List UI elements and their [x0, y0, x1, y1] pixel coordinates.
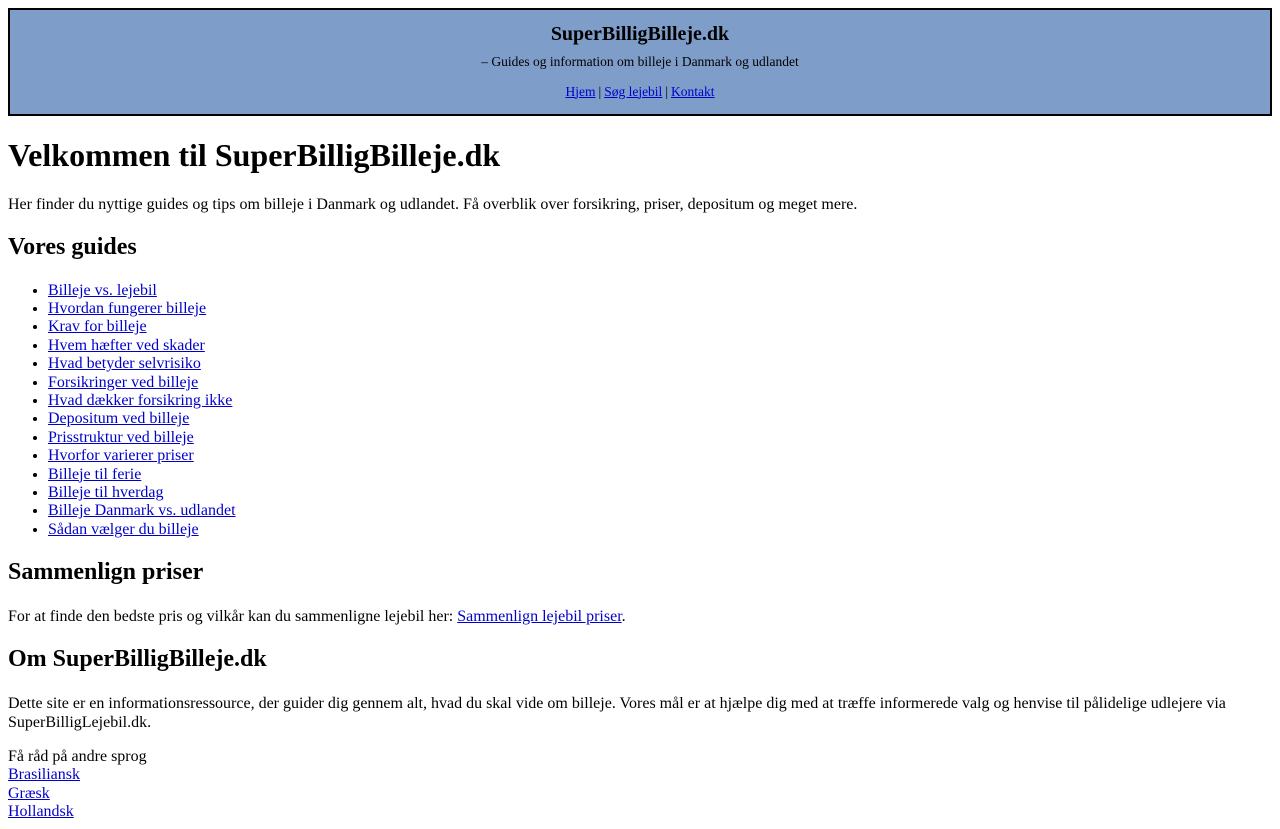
site-header: [8, 8, 1272, 116]
guide-link-billeje-vs-lejebil[interactable]: Billeje vs. lejebil: [48, 281, 157, 299]
compare-paragraph: [8, 607, 1272, 626]
guide-link-saadan-vaelger-du-billeje[interactable]: Sådan vælger du billeje: [48, 520, 199, 538]
nav-separator-1: |: [598, 83, 602, 99]
list-item: [48, 484, 1272, 502]
intro-paragraph: Her finder du nyttige guides og tips om billeje i Danmark og udlandet. Få overblik over forsikring, priser, depositum og meget mere.: [8, 195, 858, 213]
guide-link-hvorfor-varierer-priser[interactable]: Hvorfor varierer priser: [48, 447, 194, 465]
guides-list: [8, 282, 1272, 539]
list-item: [48, 337, 1272, 355]
guide-link-billeje-danmark-vs-udlandet[interactable]: Billeje Danmark vs. udlandet: [48, 502, 236, 520]
list-item: [48, 521, 1272, 539]
page-title: Velkommen til SuperBilligBilleje.dk: [8, 137, 501, 174]
nav-separator-2: |: [665, 83, 669, 99]
list-item: [48, 410, 1272, 428]
list-item: [48, 318, 1272, 336]
list-item: [48, 300, 1272, 318]
guide-link-krav-for-billeje[interactable]: Krav for billeje: [48, 318, 147, 336]
language-link-graesk[interactable]: Græsk: [8, 784, 50, 802]
compare-heading: Sammenlign priser: [8, 559, 204, 586]
list-item: [48, 355, 1272, 373]
nav-link-hjem[interactable]: Hjem: [565, 83, 596, 99]
guide-link-hvem-haefter-ved-skader[interactable]: Hvem hæfter ved skader: [48, 336, 205, 354]
list-item: [48, 392, 1272, 410]
language-link-hollandsk[interactable]: Hollandsk: [8, 803, 74, 821]
list-item: [48, 282, 1272, 300]
language-links: [8, 766, 1272, 821]
list-item: [48, 447, 1272, 465]
about-heading: Om SuperBilligBilleje.dk: [8, 645, 267, 672]
guide-link-billeje-til-hverdag[interactable]: Billeje til hverdag: [48, 483, 164, 501]
list-item: [48, 429, 1272, 447]
site-title: SuperBilligBilleje.dk: [550, 23, 730, 45]
site-nav: [20, 83, 1260, 101]
list-item: [48, 502, 1272, 520]
compare-prices-link[interactable]: Sammenlign lejebil priser: [457, 607, 622, 625]
site-tagline: – Guides og information om billeje i Danmark og udlandet: [481, 54, 799, 69]
nav-link-kontakt[interactable]: Kontakt: [671, 83, 715, 99]
nav-link-soeg-lejebil[interactable]: Søg lejebil: [604, 83, 663, 99]
guide-link-hvordan-fungerer-billeje[interactable]: Hvordan fungerer billeje: [48, 300, 207, 318]
guide-link-billeje-til-ferie[interactable]: Billeje til ferie: [48, 465, 142, 483]
guides-heading: Vores guides: [8, 234, 137, 261]
list-item: [48, 466, 1272, 484]
compare-text-after: .: [621, 607, 626, 625]
guide-link-depositum-ved-billeje[interactable]: Depositum ved billeje: [48, 410, 190, 428]
compare-text-before: For at finde den bedste pris og vilkår kan du sammenligne lejebil her:: [8, 607, 458, 625]
about-paragraph: Dette site er en informationsressource, der guider dig gennem alt, hvad du skal vide om billeje. Vores mål er at hjælpe dig med at træffe informerede valg og henvise til pålidelige udlejere via SuperBilligLejebil.dk.: [8, 694, 1226, 731]
guide-link-forsikringer-ved-billeje[interactable]: Forsikringer ved billeje: [48, 373, 199, 391]
guide-link-hvad-betyder-selvrisiko[interactable]: Hvad betyder selvrisiko: [48, 355, 201, 373]
language-intro: Få råd på andre sprog: [8, 747, 147, 765]
guide-link-prisstruktur-ved-billeje[interactable]: Prisstruktur ved billeje: [48, 428, 194, 446]
list-item: [48, 374, 1272, 392]
language-link-brasiliansk[interactable]: Brasiliansk: [8, 766, 80, 784]
guide-link-hvad-daekker-forsikring-ikke[interactable]: Hvad dækker forsikring ikke: [48, 392, 233, 410]
